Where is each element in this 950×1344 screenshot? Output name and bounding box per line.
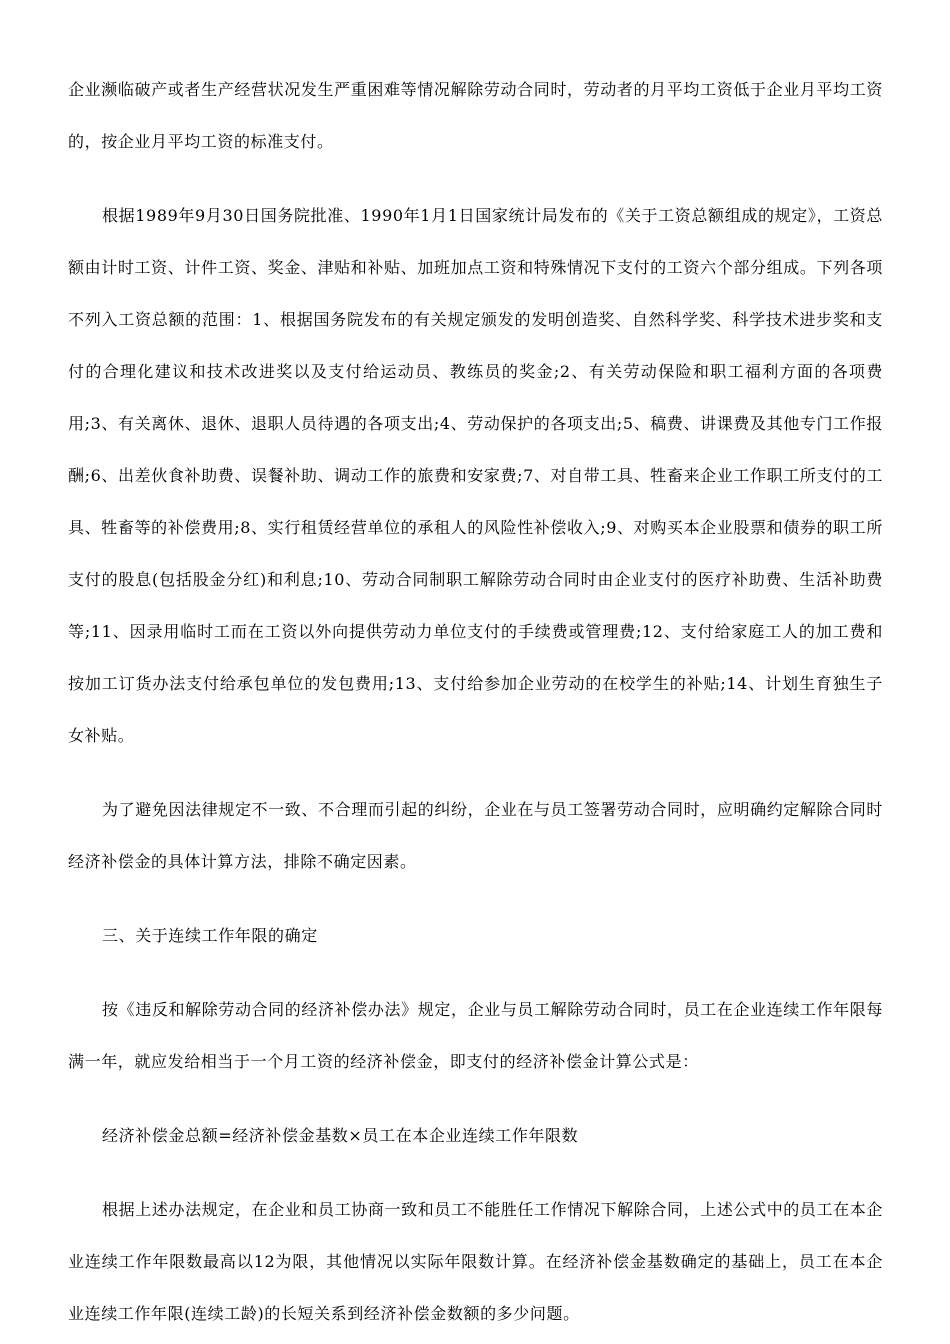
paragraph-compensation-formula: 经济补偿金总额=经济补偿金基数×员工在本企业连续工作年限数 <box>102 1126 579 1145</box>
paragraph-service-years-limit: 根据上述办法规定，在企业和员工协商一致和员工不能胜任工作情况下解除合同，上述公式中的员工在本企业连续工作年限数最高以12为限，其他情况以实际年限数计算。在经济补偿金基数确定的基础上，员工在本企业连续工作年限(连续工龄)的长短关系到经济补偿金数额的多少问题。 <box>68 1200 883 1323</box>
section-heading-continuous-service: 三、关于连续工作年限的确定 <box>102 926 318 945</box>
document-page <box>68 64 883 1340</box>
paragraph-severance-average-wage: 企业濒临破产或者生产经营状况发生严重困难等情况解除劳动合同时，劳动者的月平均工资低于企业月平均工资的，按企业月平均工资的标准支付。 <box>68 80 883 151</box>
paragraph-compensation-rule: 按《违反和解除劳动合同的经济补偿办法》规定，企业与员工解除劳动合同时，员工在企业连续工作年限每满一年，就应发给相当于一个月工资的经济补偿金，即支付的经济补偿金计算公式是： <box>68 1000 883 1071</box>
paragraph-wage-total-composition: 根据1989年9月30日国务院批准、1990年1月1日国家统计局发布的《关于工资总额组成的规定》，工资总额由计时工资、计件工资、奖金、津贴和补贴、加班加点工资和特殊情况下支付的工资六个部分组成。下列各项不列入工资总额的范围：1、根据国务院发布的有关规定颁发的发明创造奖、自然科学奖、科学技术进步奖和支付的合理化建议和技术改进奖以及支付给运动员、教练员的奖金;2、有关劳动保险和职工福利方面的各项费用;3、有关离休、退休、退职人员待遇的各项支出;4、劳动保护的各项支出;5、稿费、讲课费及其他专门工作报酬;6、出差伙食补助费、误餐补助、调动工作的旅费和安家费;7、对自带工具、牲畜来企业工作职工所支付的工具、牲畜等的补偿费用;8、实行租赁经营单位的承租人的风险性补偿收入;9、对购买本企业股票和债券的职工所支付的股息(包括股金分红)和利息;10、劳动合同制职工解除劳动合同时由企业支付的医疗补助费、生活补助费等;11、因录用临时工而在工资以外向提供劳动力单位支付的手续费或管理费;12、支付给家庭工人的加工费和按加工订货办法支付给承包单位的发包费用;13、支付给参加企业劳动的在校学生的补贴;14、计划生育独生子女补贴。 <box>68 206 883 745</box>
paragraph-avoid-disputes: 为了避免因法律规定不一致、不合理而引起的纠纷，企业在与员工签署劳动合同时，应明确约定解除合同时经济补偿金的具体计算方法，排除不确定因素。 <box>68 800 883 871</box>
